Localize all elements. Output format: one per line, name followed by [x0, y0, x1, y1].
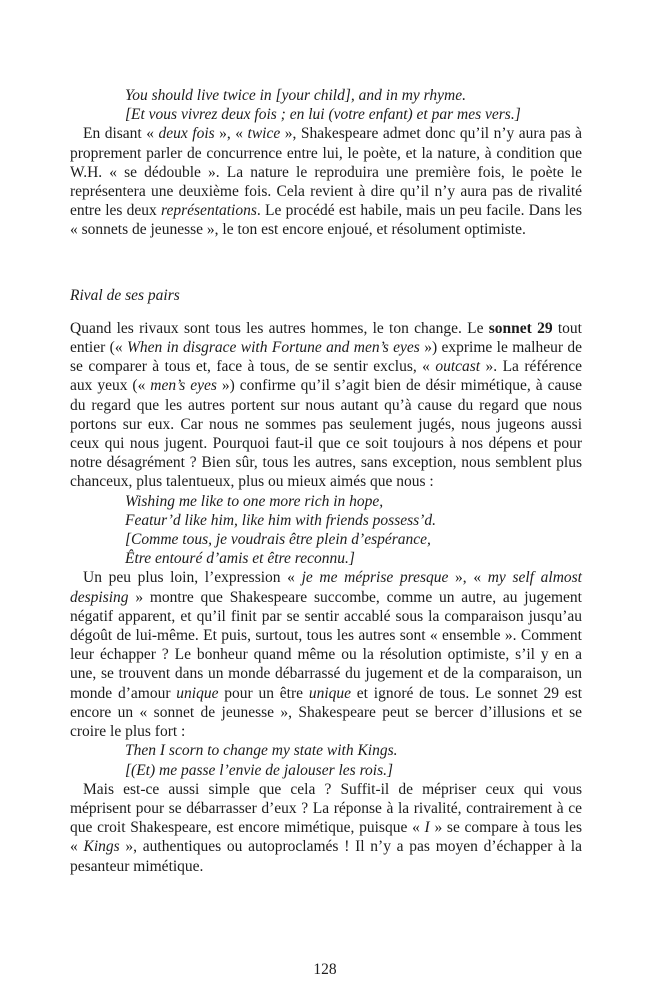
- verse-line: [Comme tous, je voudrais être plein d’espérance,: [125, 531, 431, 549]
- text-run: Rival de ses pairs: [70, 286, 180, 304]
- verse-line: Then I scorn to change my state with Kings.: [125, 742, 398, 760]
- text-run: Mais est-ce aussi simple que cela ? Suffit-il de mépriser ceux qui vous méprisent pour se débarrasser d’eux ? La réponse à la rivalité, contrairement à ce que croit Shakespeare, est encore mimétique, puisque «: [70, 780, 582, 837]
- verse-quote: [70, 741, 582, 779]
- verse-quote: [70, 86, 582, 124]
- verse-line: [(Et) me passe l’envie de jalouser les rois.]: [125, 761, 394, 779]
- text-run: », Shakespeare admet donc qu’il n’y aura pas à proprement parler de concurrence entre lui, le poète, et la nature, à condition que W.H. « se dédouble ». La nature le reproduira une première fois, le poète le représentera une deuxième fois. Cela revient à dire qu’il n’y aura pas de rivalité entre les deux: [70, 125, 582, 220]
- paragraph: [70, 568, 582, 741]
- paragraph: [70, 124, 582, 239]
- text-run: et ignoré de tous. Le sonnet 29 est encore un « sonnet de jeunesse », Shakespeare peut se bercer d’illusions et se croire le plus fort :: [70, 684, 583, 741]
- text-run: En disant «: [83, 125, 159, 143]
- section-heading: [70, 286, 582, 305]
- verse-line: Wishing me like to one more rich in hope,: [125, 492, 384, 510]
- text-run: Quand les rivaux sont tous les autres hommes, le ton change. Le: [70, 319, 489, 337]
- text-run: outcast: [435, 358, 481, 376]
- text-run: ». La référence aux yeux («: [70, 358, 582, 395]
- paragraph: [70, 319, 582, 492]
- verse-quote: [70, 492, 582, 569]
- verse-line: You should live twice in [your child], and in my rhyme.: [125, 87, 466, 104]
- text-run: Un peu plus loin, l’expression «: [83, 569, 302, 587]
- text-run: my self almost despising: [70, 569, 582, 606]
- text-run: sonnet 29: [488, 319, 553, 337]
- text-run: When in disgrace with Fortune and men’s eyes: [126, 339, 420, 357]
- text-run: I: [424, 819, 430, 837]
- text-run: je me méprise presque: [301, 569, 449, 587]
- text-run: ») exprime le malheur de se comparer à tous et, face à tous, de se sentir exclus, «: [70, 339, 582, 376]
- paragraph: [70, 780, 582, 876]
- text-run: pour un être: [218, 684, 309, 702]
- text-run: unique: [176, 684, 219, 702]
- text-run: deux fois: [158, 125, 215, 143]
- text-run: » se compare à tous les «: [70, 819, 582, 856]
- text-run: men’s eyes: [150, 377, 217, 395]
- text-run: Kings: [83, 838, 120, 856]
- text-run: », «: [448, 569, 488, 587]
- verse-line: Featur’d like him, like him with friends possess’d.: [125, 511, 436, 529]
- text-run: », «: [214, 125, 248, 143]
- text-run: représentations: [161, 202, 257, 220]
- text-run: twice: [247, 125, 281, 143]
- text-run: », authentiques ou autoproclamés ! Il n’y a pas moyen d’échapper à la pesanteur mimétique.: [70, 838, 582, 875]
- text-run: » montre que Shakespeare succombe, comme un autre, au jugement négatif apparent, et qu’il finit par se sentir accablé sous la comparaison jusqu’au dégoût de lui-même. Et puis, surtout, tous les autres sont « ensemble ». Comment leur échapper ? Le bonheur quand même ou la résolution optimiste, s’il y en a une, se trouvent dans un monde débarrassé du jugement et de la comparaison, un monde d’amour: [70, 588, 582, 702]
- page-number: 128: [313, 961, 337, 978]
- text-block: [70, 86, 582, 876]
- text-run: ») confirme qu’il s’agit bien de désir mimétique, à cause du regard que les autres portent sur nous autant qu’à cause du regard que nous portons sur eux. Car nous ne sommes pas seulement jugés, nous jugeons aussi ceux qui nous jugent. Pourquoi faut-il que ce soit toujours à nos dépens et pour notre désagrément ? Bien sûr, tous les autres, sans exception, nous semblent plus chanceux, plus talentueux, plus ou mieux aimés que nous :: [70, 377, 582, 491]
- verse-line: [Et vous vivrez deux fois ; en lui (votre enfant) et par mes vers.]: [125, 106, 521, 124]
- text-run: unique: [308, 684, 351, 702]
- verse-line: Être entouré d’amis et être reconnu.]: [125, 550, 355, 568]
- text-run: . Le procédé est habile, mais un peu facile. Dans les « sonnets de jeunesse », le ton est encore enjoué, et résolument optimiste.: [70, 202, 582, 239]
- text-run: tout entier («: [70, 319, 582, 357]
